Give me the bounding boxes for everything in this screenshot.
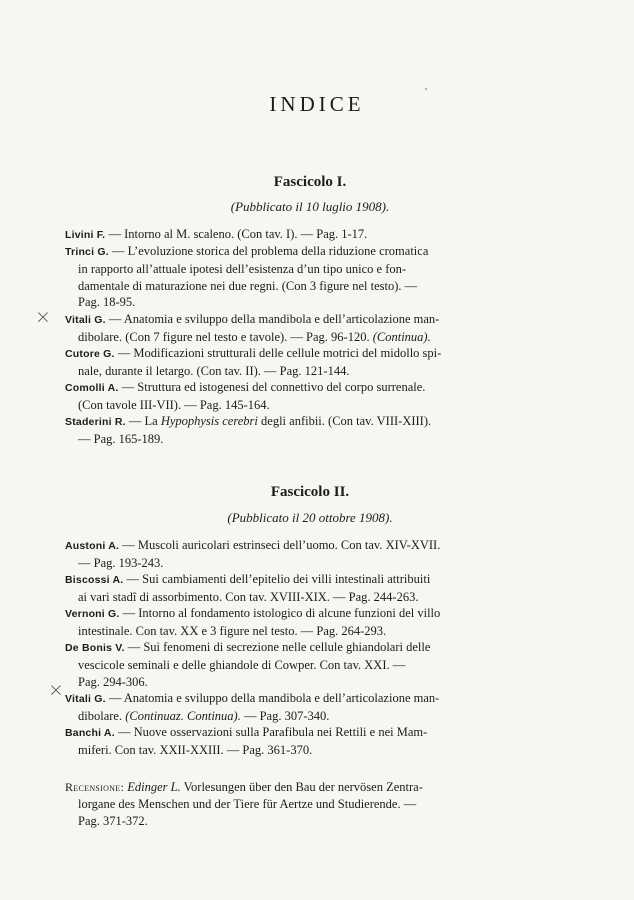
review-label: Recensione: <box>65 780 125 794</box>
entry-text: — Nuove osservazioni sulla Parafibula nei Rettili e nei Mam- <box>117 725 428 739</box>
entry-author: Trinci G. <box>65 246 109 258</box>
entry-author: Livini F. <box>65 229 106 241</box>
entry-text: nale, durante il letargo. (Con tav. II). — Pag. 121-144. <box>78 363 350 378</box>
entry-livini <box>65 226 515 244</box>
review-text: lorgane des Menschen und der Tiere für Aertze und Studierende. — <box>78 796 417 811</box>
entry-vernoni <box>65 605 515 640</box>
fascicolo-1-date: (Pubblicato il 10 luglio 1908). <box>230 199 390 214</box>
entry-text: — L’evoluzione storica del problema della riduzione cromatica <box>111 244 429 258</box>
entry-text-line <box>65 708 515 725</box>
entry-text: — Intorno al fondamento istologico di alcune funzioni del villo <box>122 606 441 620</box>
entry-text: Pag. 18-95. <box>78 295 136 310</box>
review-entry <box>65 779 515 829</box>
entry-text: miferi. Con tav. XXII-XXIII. — Pag. 361-370. <box>78 742 313 757</box>
entry-text: vescicole seminali e delle ghiandole di Cowper. Con tav. XXI. — <box>78 657 406 672</box>
entry-author: Vernoni G. <box>65 608 120 620</box>
review-author: Edinger L. <box>127 780 181 794</box>
entry-vitali-1 <box>65 311 515 346</box>
page-title: INDICE <box>269 92 365 116</box>
entry-text-line <box>65 329 515 346</box>
entry-de-bonis <box>65 639 515 690</box>
entry-text: dibolare. <box>78 708 123 723</box>
entry-author: Vitali G. <box>65 693 106 705</box>
pencil-cross-mark: × <box>48 679 64 701</box>
entry-text: — Intorno al M. scaleno. (Con tav. I). — Pag. 1-17. <box>108 227 368 241</box>
entry-text: — Anatomia e sviluppo della mandibola e dell’articolazione man- <box>108 312 440 326</box>
entry-author: Cutore G. <box>65 348 115 360</box>
entry-author: De Bonis V. <box>65 642 125 654</box>
entry-text: dibolare. (Con 7 figure nel testo e tavole). — Pag. 96-120. <box>78 329 370 344</box>
review-text: Pag. 371-372. <box>78 813 148 828</box>
entry-text: — Struttura ed istogenesi del connettivo del corpo surrenale. <box>121 380 426 394</box>
pencil-cross-mark: × <box>35 306 51 328</box>
entry-trinci <box>65 243 515 311</box>
entry-biscossi <box>65 571 515 606</box>
entry-comolli <box>65 379 515 414</box>
fascicolo-1-heading: Fascicolo I. <box>273 174 347 190</box>
entry-austoni <box>65 537 515 572</box>
entry-cutore <box>65 345 515 380</box>
entry-banchi <box>65 724 515 759</box>
review-text: Vorlesungen über den Bau der nervösen Zentra- <box>183 780 423 794</box>
entry-staderini <box>65 413 515 448</box>
entry-text: in rapporto all’attuale ipotesi dell’esistenza d’un tipo unico e fon- <box>78 261 407 276</box>
entry-text: — La <box>128 414 158 428</box>
entry-text: — Anatomia e sviluppo della mandibola e dell’articolazione man- <box>108 691 440 705</box>
entry-text: degli anfibii. (Con tav. VIII-XIII). <box>261 414 432 428</box>
paper-speck <box>425 88 427 90</box>
entry-text-italic: Hypophysis cerebri <box>160 414 258 428</box>
entry-text: Pag. 294-306. <box>78 674 148 689</box>
entry-text: — Modificazioni strutturali delle cellule motrici del midollo spi- <box>117 346 442 360</box>
fascicolo-2-date: (Pubblicato il 20 ottobre 1908). <box>227 510 393 525</box>
entry-author: Banchi A. <box>65 727 115 739</box>
fascicolo-2-heading: Fascicolo II. <box>270 484 350 500</box>
entry-text: — Pag. 307-340. <box>243 708 330 723</box>
entry-text: (Con tavole III-VII). — Pag. 145-164. <box>78 397 270 412</box>
entry-text: damentale di maturazione nei due regni. (Con 3 figure nel testo). — <box>78 278 418 293</box>
entry-author: Comolli A. <box>65 382 119 394</box>
entry-author: Vitali G. <box>65 314 106 326</box>
entry-author: Austoni A. <box>65 540 120 552</box>
entry-text: — Pag. 193-243. <box>78 555 164 570</box>
entry-text: — Sui fenomeni di secrezione nelle cellule ghiandolari delle <box>127 640 431 654</box>
entry-vitali-2 <box>65 690 515 725</box>
entry-author: Staderini R. <box>65 416 126 428</box>
entry-text: intestinale. Con tav. XX e 3 figure nel testo. — Pag. 264-293. <box>78 623 387 638</box>
entry-text: — Muscoli auricolari estrinseci dell’uomo. Con tav. XIV-XVII. <box>122 538 441 552</box>
entry-text: ai vari stadî di assorbimento. Con tav. XVIII-XIX. — Pag. 244-263. <box>78 589 419 604</box>
entry-text: — Pag. 165-189. <box>78 431 164 446</box>
entry-author: Biscossi A. <box>65 574 124 586</box>
entry-text-italic: (Continuaz. Continua). <box>125 708 241 723</box>
entry-text: — Sui cambiamenti dell’epitelio dei villi intestinali attribuiti <box>126 572 431 586</box>
entry-text-italic: (Continua). <box>372 329 431 344</box>
